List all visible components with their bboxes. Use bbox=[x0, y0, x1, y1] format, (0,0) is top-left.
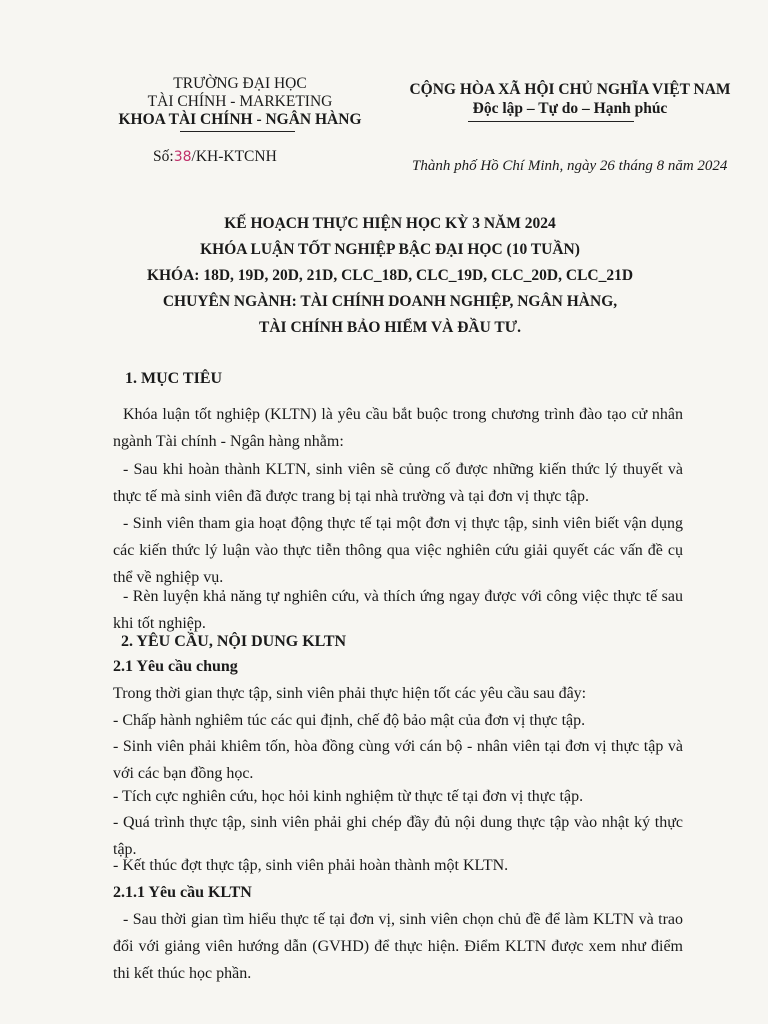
section-1-bullet-2: - Sinh viên tham gia hoạt động thực tế tại một đơn vị thực tập, sinh viên biết vận dụng các kiến thức lý luận vào thực tiễn thông qua việc nghiên cứu giải quyết các vấn đề cụ thể về nghiệp vụ. bbox=[113, 515, 683, 586]
section-1-bullet-1: - Sau khi hoàn thành KLTN, sinh viên sẽ củng cố được những kiến thức lý thuyết và thực tế mà sinh viên đã được trang bị tại nhà trường và tại đơn vị thực tập. bbox=[113, 461, 683, 505]
section-2-1-item-4: - Quá trình thực tập, sinh viên phải ghi chép đầy đủ nội dung thực tập vào nhật ký thực tập. bbox=[113, 814, 683, 858]
doc-number-prefix: Số: bbox=[153, 148, 174, 165]
university-name-line1: TRƯỜNG ĐẠI HỌC bbox=[173, 75, 307, 92]
section-1-intro: Khóa luận tốt nghiệp (KLTN) là yêu cầu bắt buộc trong chương trình đào tạo cử nhân ngành Tài chính - Ngân hàng nhằm: bbox=[113, 406, 683, 450]
plan-title-majors-line1: CHUYÊN NGÀNH: TÀI CHÍNH DOANH NGHIỆP, NGÂN HÀNG, bbox=[162, 293, 618, 310]
motto-underline bbox=[468, 121, 634, 122]
section-2-1-item-1: - Chấp hành nghiêm túc các qui định, chế độ bảo mật của đơn vị thực tập. bbox=[113, 712, 586, 729]
doc-number-handwritten: 38 bbox=[173, 149, 192, 165]
section-2-1-intro: Trong thời gian thực tập, sinh viên phải thực hiện tốt các yêu cầu sau đây: bbox=[113, 685, 587, 702]
plan-title-line1: KẾ HOẠCH THỰC HIỆN HỌC KỲ 3 NĂM 2024 bbox=[224, 215, 556, 232]
place-and-date: Thành phố Hồ Chí Minh, ngày 26 tháng 8 năm 2024 bbox=[412, 158, 728, 174]
section-2-1-item-3: - Tích cực nghiên cứu, học hỏi kinh nghiệm từ thực tế tại đơn vị thực tập. bbox=[113, 788, 584, 805]
section-2-1-heading: 2.1 Yêu cầu chung bbox=[113, 658, 238, 675]
national-motto: Độc lập – Tự do – Hạnh phúc bbox=[472, 100, 668, 117]
university-name-line2: TÀI CHÍNH - MARKETING bbox=[147, 93, 333, 110]
document-number bbox=[153, 148, 277, 166]
section-2-1-item-2: - Sinh viên phải khiêm tốn, hòa đồng cùng với cán bộ - nhân viên tại đơn vị thực tập và với các bạn đồng học. bbox=[113, 738, 683, 782]
section-2-1-1-item-1: - Sau thời gian tìm hiểu thực tế tại đơn vị, sinh viên chọn chủ đề để làm KLTN và trao đổi với giảng viên hướng dẫn (GVHD) để thực hiện. Điểm KLTN được xem như điểm thi kết thúc học phần. bbox=[113, 911, 683, 982]
section-2-1-item-5: - Kết thúc đợt thực tập, sinh viên phải hoàn thành một KLTN. bbox=[113, 857, 509, 874]
section-2-1-1-heading: 2.1.1 Yêu cầu KLTN bbox=[113, 884, 252, 901]
doc-number-suffix: /KH-KTCNH bbox=[191, 148, 277, 165]
faculty-name: KHOA TÀI CHÍNH - NGÂN HÀNG bbox=[118, 111, 362, 128]
section-2-heading: 2. YÊU CẦU, NỘI DUNG KLTN bbox=[121, 633, 347, 650]
section-1-heading: 1. MỤC TIÊU bbox=[125, 370, 223, 387]
plan-title-line2: KHÓA LUẬN TỐT NGHIỆP BẬC ĐẠI HỌC (10 TUẦN) bbox=[200, 241, 580, 258]
faculty-underline bbox=[180, 131, 295, 132]
section-1-bullet-3: - Rèn luyện khả năng tự nghiên cứu, và thích ứng ngay được với công việc thực tế sau khi tốt nghiệp. bbox=[113, 588, 683, 632]
country-name: CỘNG HÒA XÃ HỘI CHỦ NGHĨA VIỆT NAM bbox=[409, 81, 731, 98]
plan-title-courses: KHÓA: 18D, 19D, 20D, 21D, CLC_18D, CLC_19D, CLC_20D, CLC_21D bbox=[146, 267, 634, 284]
plan-title-majors-line2: TÀI CHÍNH BẢO HIỂM VÀ ĐẦU TƯ. bbox=[259, 319, 521, 336]
